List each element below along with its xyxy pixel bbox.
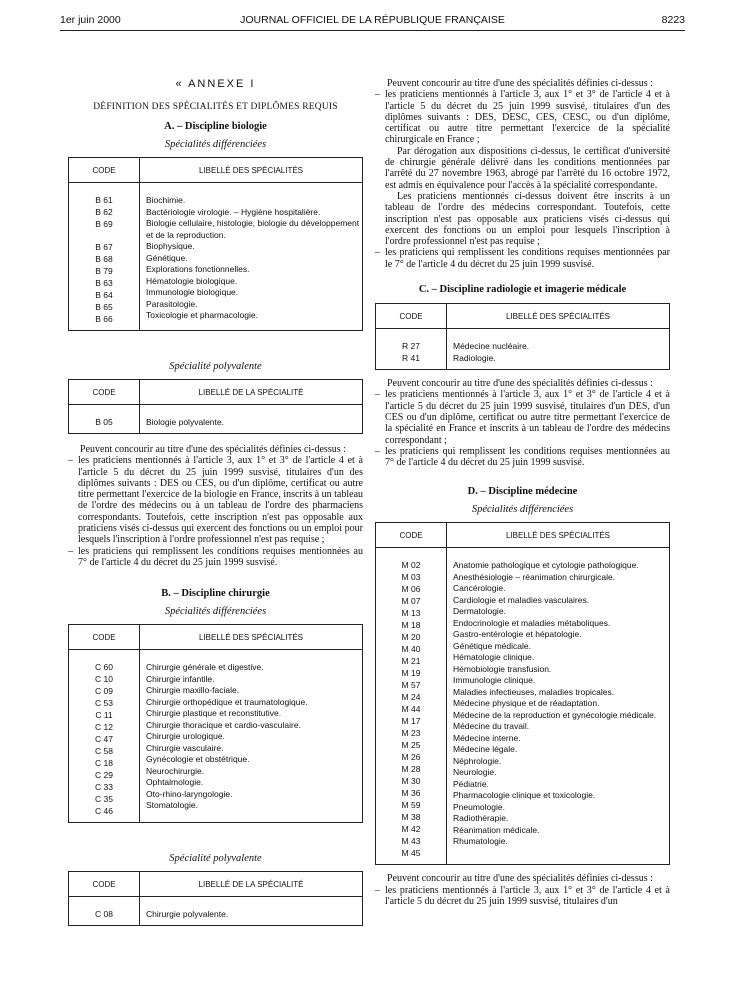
specialty-code: B 67	[95, 242, 113, 252]
specialty-label: Immunologie biologique.	[146, 287, 239, 297]
specialty-code: M 24	[401, 692, 421, 703]
specialty-label: Biologie polyvalente.	[146, 417, 224, 427]
specialty-label: Anesthésiologie – réanimation chirurgicale.	[453, 571, 616, 582]
specialty-code: M 19	[401, 668, 421, 679]
specialty-label: Ophtalmologie.	[146, 777, 204, 788]
specialty-label: Médecine du travail.	[453, 721, 530, 732]
specialty-code: M 06	[401, 584, 421, 595]
specialty-code: B 05	[95, 417, 113, 427]
specialty-code: M 57	[401, 680, 421, 691]
section-a-spec-diff: Spécialités différenciées	[164, 139, 267, 150]
codes-cell	[69, 405, 140, 434]
specialty-code: C 12	[95, 722, 113, 733]
specialty-code: M 21	[401, 656, 421, 667]
specialty-code: B 69	[95, 219, 113, 229]
table-b-polyvalente	[68, 871, 363, 926]
specialty-code: M 20	[401, 632, 421, 643]
specialty-label: Neurologie.	[453, 767, 497, 778]
list-item: – les praticiens qui remplissent les conditions requises mentionnées au 7° de l'article 4 du décret du 25 juin 1999 susvisé.	[68, 546, 363, 569]
section-b-title: B. – Discipline chirurgie	[161, 588, 270, 600]
specialty-code: M 28	[401, 764, 421, 775]
specialty-code: C 18	[95, 758, 113, 769]
specialty-code: C 33	[95, 782, 113, 793]
section-a-spec-poly: Spécialité polyvalente	[169, 361, 262, 372]
codes-cell	[69, 183, 140, 331]
specialty-code: C 10	[95, 674, 113, 685]
specialty-label: Oto-rhino-laryngologie.	[146, 788, 233, 799]
section-d-list	[375, 885, 670, 908]
list-item: – les praticiens mentionnés à l'article 3, aux 1° et 3° de l'article 4 et à l'article 5 du décret du 25 juin 1999 susvisé, titulaires d'un	[375, 885, 670, 908]
col-libelle-header: LIBELLÉ DE LA SPÉCIALITÉ	[140, 380, 363, 405]
section-d-intro: Peuvent concourir au titre d'une des spécialités définies ci-dessus :	[387, 873, 653, 885]
specialty-label: Biologie cellulaire, histologie, biologie du développement et de la reproduction.	[146, 218, 360, 240]
specialty-code: B 66	[95, 314, 113, 324]
labels-cell	[140, 183, 363, 331]
specialty-label: Gastro-entérologie et hépatologie.	[453, 629, 582, 640]
specialty-label: Radiothérapie.	[453, 813, 509, 824]
specialty-label: Radiologie.	[453, 352, 496, 363]
right-column	[375, 78, 670, 907]
specialty-label: Bactériologie virologie. – Hygiène hospitalière.	[146, 206, 321, 217]
specialty-code: C 58	[95, 746, 113, 757]
table-a-polyvalente	[68, 379, 363, 434]
specialty-code: B 79	[95, 266, 113, 276]
codes-cell	[69, 650, 140, 823]
specialty-label: Chirurgie générale et digestive.	[146, 662, 264, 673]
list-item	[375, 89, 670, 247]
specialty-label: Maladies infectieuses, maladies tropicales.	[453, 686, 615, 697]
specialty-code: M 26	[401, 752, 421, 763]
col-code-header: CODE	[69, 158, 140, 183]
specialty-code: M 23	[401, 728, 421, 739]
specialty-label: Rhumatologie.	[453, 836, 508, 847]
specialty-code: M 18	[401, 620, 421, 631]
col-libelle-header: LIBELLÉ DES SPÉCIALITÉS	[447, 523, 670, 548]
specialty-code: R 27	[402, 341, 420, 352]
specialty-code: M 38	[401, 812, 421, 823]
specialty-code: M 03	[401, 572, 421, 583]
col-code-header: CODE	[69, 872, 140, 897]
specialty-label: Pédiatrie.	[453, 778, 489, 789]
specialty-label: Néphrologie.	[453, 755, 502, 766]
specialty-label: Cancérologie.	[453, 583, 506, 594]
specialty-code: C 47	[95, 734, 113, 745]
specialty-label: Gynécologie et obstétrique.	[146, 754, 250, 765]
specialty-code: M 40	[401, 644, 421, 655]
page-header	[60, 14, 685, 30]
table-a-differenciees	[68, 157, 363, 331]
specialty-code: R 41	[402, 353, 420, 364]
section-b-spec-poly: Spécialité polyvalente	[169, 853, 262, 865]
specialty-label: Cardiologie et maladies vasculaires.	[453, 594, 590, 605]
specialty-label: Hématologie biologique.	[146, 275, 238, 286]
specialty-code: C 53	[95, 698, 113, 709]
specialty-label: Médecine interne.	[453, 732, 521, 743]
codes-cell	[69, 897, 140, 926]
list-item: – les praticiens mentionnés à l'article 3, aux 1° et 3° de l'article 4 et à l'article 5 du décret du 25 juin 1999 susvisé, titulaires d'un DES, d'un CES ou d'un diplôme, certificat ou autre titre permettant l'exercice de la spécialité en France et inscrits à un tableau de l'ordre des médecins correspondant ;	[375, 389, 670, 445]
specialty-code: C 08	[95, 909, 113, 920]
section-b-list	[375, 89, 670, 270]
specialty-label: Pharmacologie clinique et toxicologie.	[453, 790, 596, 801]
specialty-label: Médecine légale.	[453, 744, 518, 755]
list-item-paragraph: Les praticiens mentionnés ci-dessus doivent être inscrits à un tableau de l'ordre des médecins correspondant. Toutefois, cette inscription n'est pas opposable aux praticiens visés ci-dessus qui exercent des fonctions ou un emploi pour lesquels l'inscription à l'ordre professionnel n'est pas requise ;	[385, 190, 670, 248]
codes-cell	[376, 548, 447, 865]
specialty-label: Hématologie clinique.	[453, 652, 535, 663]
specialty-label: Réanimation médicale.	[453, 824, 540, 835]
col-code-header: CODE	[376, 523, 447, 548]
section-a-list	[68, 455, 363, 568]
specialty-label: Pneumologie.	[453, 801, 505, 812]
specialty-label: Chirurgie vasculaire.	[146, 742, 224, 753]
specialty-code: B 68	[95, 254, 113, 264]
labels-cell	[140, 405, 363, 434]
specialty-label: Médecine physique et de réadaptation.	[453, 698, 600, 709]
labels-cell	[140, 650, 363, 823]
specialty-code: C 46	[95, 806, 113, 817]
section-a-title: A. – Discipline biologie	[164, 121, 267, 132]
list-item-text: les praticiens mentionnés à l'article 3, aux 1° et 3° de l'article 4 et à l'article 5 du décret du 25 juin 1999 susvisé, titulaires d'un des diplômes suivants : DES, DESC, CES, CESC, ou d'un diplôme, certificat ou autre titre permettant l'exercice de la spécialité chirurgicale en France ;	[385, 89, 670, 146]
specialty-code: M 13	[401, 608, 421, 619]
specialty-label: Médecine de la reproduction et gynécologie médicale.	[453, 709, 657, 720]
table-c	[375, 303, 670, 370]
col-libelle-header: LIBELLÉ DES SPÉCIALITÉS	[140, 158, 363, 183]
list-item: – les praticiens qui remplissent les conditions requises mentionnées au 7° de l'article 4 du décret du 25 juin 1999 susvisé.	[375, 446, 670, 469]
table-d	[375, 522, 670, 865]
definition-title: DÉFINITION DES SPÉCIALITÉS ET DIPLÔMES REQUIS	[93, 102, 338, 112]
specialty-label: Chirurgie urologique.	[146, 731, 225, 742]
section-d-spec-diff: Spécialités différenciées	[471, 504, 574, 516]
specialty-code: C 60	[95, 662, 113, 673]
specialty-label: Hémobiologie transfusion.	[453, 663, 552, 674]
specialty-label: Dermatologie.	[453, 606, 506, 617]
section-d-title: D. – Discipline médecine	[467, 486, 578, 498]
page-number: 8223	[661, 14, 685, 26]
labels-cell	[447, 329, 670, 370]
specialty-label: Chirurgie orthopédique et traumatologique.	[146, 696, 308, 707]
specialty-label: Biochimie.	[146, 195, 186, 205]
specialty-code: M 17	[401, 716, 421, 727]
specialty-code: C 11	[95, 710, 113, 721]
table-b-differenciees	[68, 624, 363, 823]
labels-cell	[140, 897, 363, 926]
left-column	[68, 78, 363, 926]
col-libelle-header: LIBELLÉ DE LA SPÉCIALITÉ	[140, 872, 363, 897]
specialty-label: Stomatologie.	[146, 800, 198, 811]
specialty-code: B 65	[95, 302, 113, 312]
specialty-code: C 29	[95, 770, 113, 781]
specialty-label: Génétique médicale.	[453, 640, 531, 651]
specialty-label: Médecine nucléaire.	[453, 341, 530, 352]
specialty-code: B 63	[95, 278, 113, 288]
section-c-list	[375, 389, 670, 468]
header-title: JOURNAL OFFICIEL DE LA RÉPUBLIQUE FRANÇAISE	[240, 14, 505, 26]
list-item: – les praticiens mentionnés à l'article 3, aux 1° et 3° de l'article 4 et à l'article 5 du décret du 25 juin 1999 susvisé, titulaires d'un des diplômes suivants : DES ou CES, ou d'un diplôme, certificat ou autre titre permettant l'exercice de la biologie en France, inscrits à un tableau de l'ordre des médecins ou à un tableau de l'ordre des pharmaciens correspondants. Toutefois, cette inscription n'est pas opposable aux praticiens visés ci-dessus qui exercent des fonctions ou un emploi pour lesquels l'inscription à l'ordre professionnel n'est pas requise ;	[68, 455, 363, 545]
section-c-title: C. – Discipline radiologie et imagerie médicale	[418, 284, 627, 296]
specialty-code: M 43	[401, 836, 421, 847]
specialty-label: Anatomie pathologique et cytologie pathologique.	[453, 560, 639, 571]
specialty-label: Chirurgie plastique et reconstitutive.	[146, 708, 282, 719]
specialty-label: Chirurgie infantile.	[146, 673, 215, 684]
specialty-code: B 64	[95, 290, 113, 300]
annexe-title: « ANNEXE I	[175, 78, 256, 90]
specialty-code: M 44	[401, 704, 421, 715]
section-b-intro: Peuvent concourir au titre d'une des spécialités définies ci-dessus :	[387, 78, 653, 89]
specialty-code: B 61	[95, 195, 113, 205]
list-item-paragraph: Par dérogation aux dispositions ci-dessus, le certificat d'université de chirurgie générale délivré dans les conditions mentionnées par l'arrêté du 27 novembre 1963, abrogé par l'arrêté du 16 octobre 1972, est admis en équivalence pour l'accès à la spécialité correspondante.	[385, 145, 670, 191]
col-code-header: CODE	[69, 380, 140, 405]
specialty-label: Biophysique.	[146, 241, 195, 251]
specialty-label: Génétique.	[146, 252, 188, 263]
specialty-code: C 35	[95, 794, 113, 805]
col-libelle-header: LIBELLÉ DES SPÉCIALITÉS	[140, 625, 363, 650]
list-item: – les praticiens qui remplissent les conditions requises mentionnées par le 7° de l'article 4 du décret du 25 juin 1999 susvisé.	[375, 247, 670, 270]
header-date: 1er juin 2000	[60, 14, 121, 26]
specialty-label: Explorations fonctionnelles.	[146, 264, 250, 274]
specialty-code: M 36	[401, 788, 421, 799]
specialty-label: Toxicologie et pharmacologie.	[146, 310, 258, 320]
codes-cell	[376, 329, 447, 370]
specialty-code: C 09	[95, 686, 113, 697]
section-b-spec-diff: Spécialités différenciées	[164, 606, 267, 618]
section-a-intro: Peuvent concourir au titre d'une des spécialités définies ci-dessus :	[80, 444, 346, 455]
specialty-label: Chirurgie maxillo-faciale.	[146, 685, 240, 696]
labels-cell	[447, 548, 670, 865]
col-libelle-header: LIBELLÉ DES SPÉCIALITÉS	[447, 304, 670, 329]
section-c-intro: Peuvent concourir au titre d'une des spécialités définies ci-dessus :	[387, 378, 653, 390]
specialty-code: M 02	[401, 560, 421, 571]
specialty-label: Parasitologie.	[146, 298, 198, 309]
specialty-code: M 25	[401, 740, 421, 751]
specialty-label: Neurochirurgie.	[146, 765, 205, 776]
specialty-code: M 42	[401, 824, 421, 835]
specialty-code: M 07	[401, 596, 421, 607]
specialty-label: Chirurgie thoracique et cardio-vasculaire.	[146, 719, 301, 730]
specialty-code: M 30	[401, 776, 421, 787]
specialty-label: Immunologie clinique.	[453, 675, 536, 686]
specialty-label: Endocrinologie et maladies métaboliques.	[453, 617, 611, 628]
specialty-code: M 45	[401, 848, 421, 859]
specialty-label: Chirurgie polyvalente.	[146, 909, 229, 920]
col-code-header: CODE	[69, 625, 140, 650]
specialty-code: M 59	[401, 800, 421, 811]
header-rule	[60, 30, 685, 31]
col-code-header: CODE	[376, 304, 447, 329]
specialty-code: B 62	[95, 207, 113, 217]
